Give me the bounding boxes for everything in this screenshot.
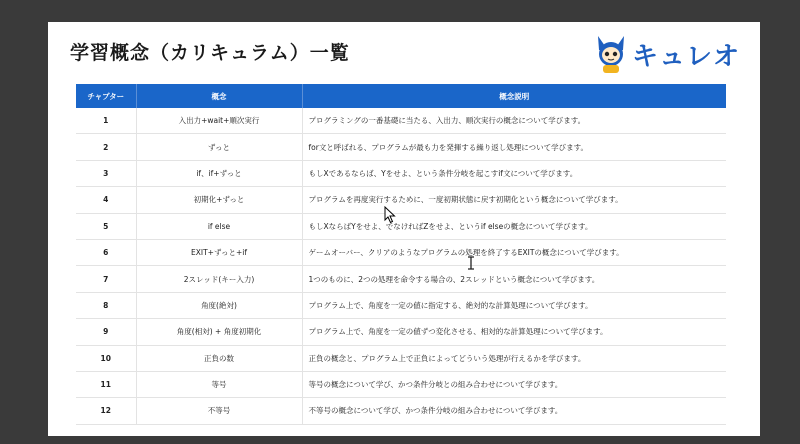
description-cell: 等号の概念について学び、かつ条件分岐との組み合わせについて学びます。 <box>302 371 726 397</box>
table-row <box>76 266 726 292</box>
table-row <box>76 187 726 213</box>
i-beam-cursor-icon <box>467 256 475 270</box>
header-description: 概念説明 <box>302 84 726 108</box>
concept-cell: 等号 <box>136 371 302 397</box>
description-cell: もしXならばYをせよ、でなければZをせよ、というif elseの概念について学びます。 <box>302 213 726 239</box>
chapter-cell: 10 <box>76 345 136 371</box>
logo-wordmark: キュレオ <box>631 41 740 72</box>
header-concept: 概念 <box>136 84 302 108</box>
table-row <box>76 213 726 239</box>
description-cell: プログラム上で、角度を一定の値に指定する、絶対的な計算処理について学びます。 <box>302 292 726 318</box>
concept-cell: 角度(絶対) <box>136 292 302 318</box>
concept-cell: 入出力+wait+順次実行 <box>136 108 302 134</box>
table-row <box>76 292 726 318</box>
table-header-row <box>76 84 726 108</box>
concept-cell: 角度(相対) + 角度初期化 <box>136 319 302 345</box>
cat-mascot-icon <box>594 34 628 74</box>
concept-cell: 2スレッド(キー入力) <box>136 266 302 292</box>
table-row <box>76 108 726 134</box>
presentation-slide <box>48 22 760 436</box>
concept-cell: 初期化+ずっと <box>136 187 302 213</box>
brand-logo <box>594 32 740 76</box>
concept-cell: if else <box>136 213 302 239</box>
chapter-cell: 4 <box>76 187 136 213</box>
concept-cell: 正負の数 <box>136 345 302 371</box>
arrow-cursor-icon <box>384 206 396 224</box>
description-cell: プログラミングの一番基礎に当たる、入出力、順次実行の概念について学びます。 <box>302 108 726 134</box>
table-row <box>76 398 726 424</box>
chapter-cell: 5 <box>76 213 136 239</box>
table-row <box>76 371 726 397</box>
description-cell: プログラム上で、角度を一定の値ずつ変化させる、相対的な計算処理について学びます。 <box>302 319 726 345</box>
chapter-cell: 12 <box>76 398 136 424</box>
concept-cell: if、if+ずっと <box>136 160 302 186</box>
concept-cell: 不等号 <box>136 398 302 424</box>
chapter-cell: 2 <box>76 134 136 160</box>
description-cell: ゲームオーバー、クリアのようなプログラムの処理を終了するEXITの概念について学びます。 <box>302 239 726 265</box>
table-row <box>76 345 726 371</box>
description-cell: 不等号の概念について学び、かつ条件分岐の組み合わせについて学びます。 <box>302 398 726 424</box>
table-row <box>76 239 726 265</box>
description-cell: 正負の概念と、プログラム上で正負によってどういう処理が行えるかを学びます。 <box>302 345 726 371</box>
concept-cell: ずっと <box>136 134 302 160</box>
chapter-cell: 7 <box>76 266 136 292</box>
description-cell: for文と呼ばれる、プログラムが最も力を発揮する繰り返し処理について学びます。 <box>302 134 726 160</box>
description-cell: プログラムを再度実行するために、一度初期状態に戻す初期化という概念について学びます。 <box>302 187 726 213</box>
table-row <box>76 160 726 186</box>
chapter-cell: 1 <box>76 108 136 134</box>
description-cell: 1つのものに、2つの処理を命令する場合の、2スレッドという概念について学びます。 <box>302 266 726 292</box>
table-row <box>76 134 726 160</box>
chapter-cell: 9 <box>76 319 136 345</box>
curriculum-table <box>76 84 726 425</box>
chapter-cell: 3 <box>76 160 136 186</box>
table-row <box>76 319 726 345</box>
slide-title: 学習概念（カリキュラム）一覧 <box>70 42 350 64</box>
description-cell: もしXであるならば、Yをせよ、という条件分岐を起こすif文について学びます。 <box>302 160 726 186</box>
chapter-cell: 6 <box>76 239 136 265</box>
concept-cell: EXIT+ずっと+if <box>136 239 302 265</box>
header-chapter: チャプター <box>76 84 136 108</box>
chapter-cell: 8 <box>76 292 136 318</box>
chapter-cell: 11 <box>76 371 136 397</box>
